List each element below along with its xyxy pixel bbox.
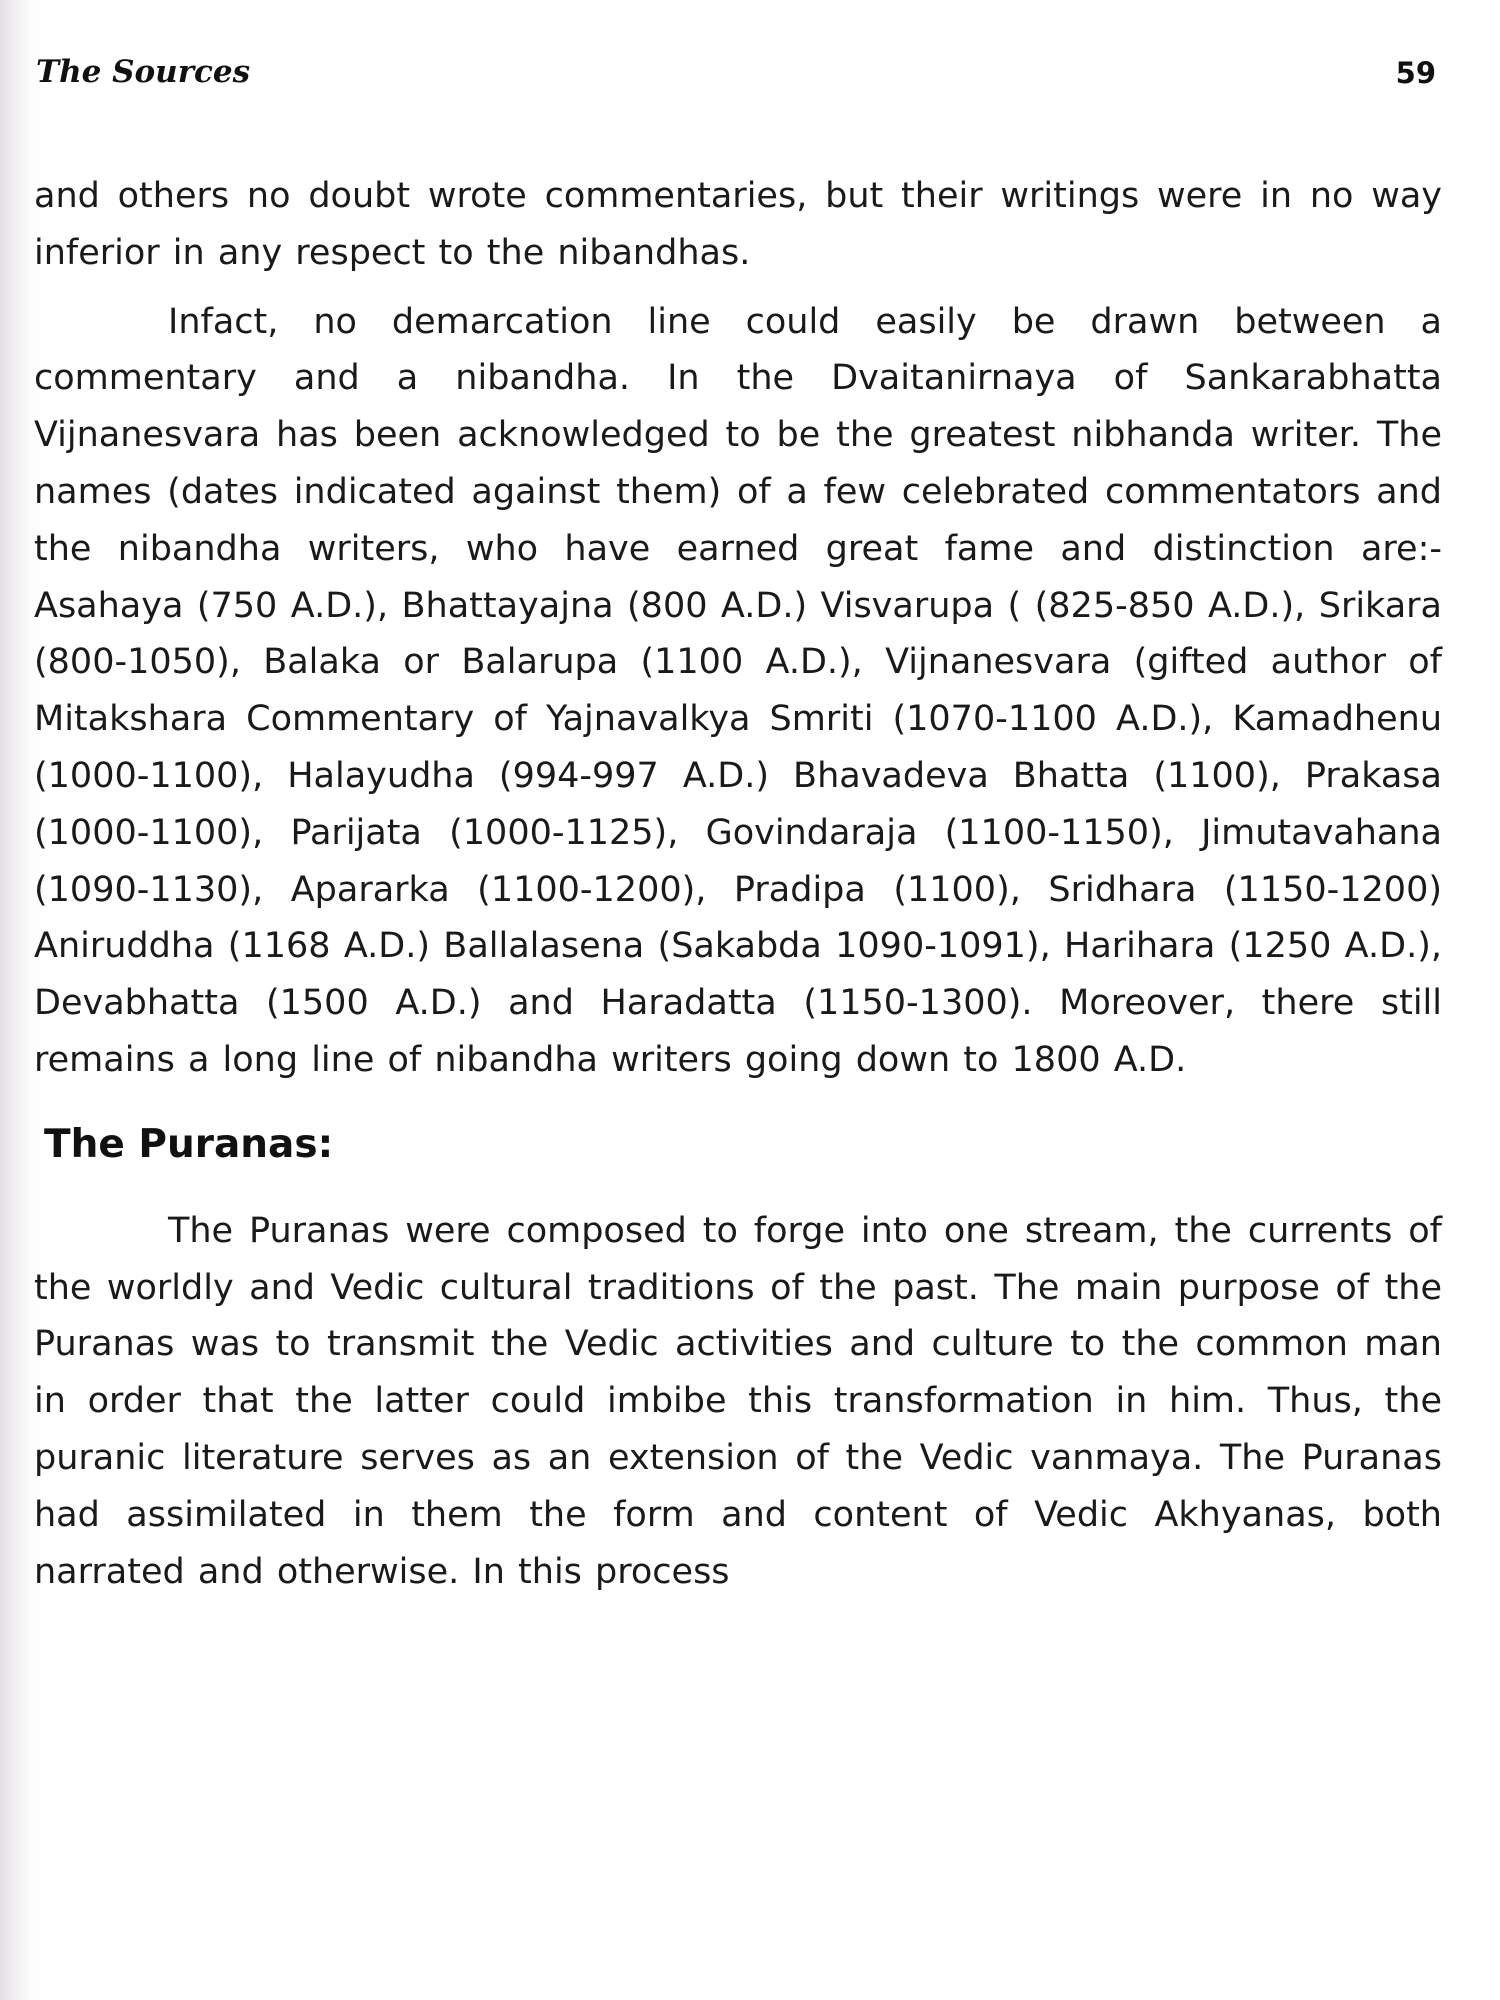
running-title: The Sources <box>36 54 251 90</box>
paragraph-puranas: The Puranas were composed to forge into one stream, the currents of the worldly and Vedic cultural traditions of the past. The main purpose of the Puranas was to transmit the Vedic activities and culture to the common man in order that the latter could imbibe this transformation in him. Thus, the puranic literature serves as an extension of the Vedic vanmaya. The Puranas had assimilated in them the form and content of Vedic Akhyanas, both narrated and otherwise. In this process <box>34 1210 1442 1592</box>
paragraph-continuation: and others no doubt wrote commentaries, but their writings were in no way inferior in any respect to the nibandhas. <box>34 176 1442 273</box>
page-header <box>36 54 1436 104</box>
body-text <box>34 168 1442 1600</box>
section-heading: The Puranas: <box>44 1121 334 1167</box>
page-number: 59 <box>1395 56 1436 90</box>
paragraph-commentators: Infact, no demarcation line could easily be drawn between a commentary and a nibandha. In the Dvaitanirnaya of Sankarabhatta Vijnanesvara has been acknowledged to be the greatest nibhanda writer. The names (dates indicated against them) of a few celebrated commentators and the nibandha writers, who have earned great fame and distinction are:- Asahaya (750 A.D.), Bhattayajna (800 A.D.) Visvarupa ( (825-850 A.D.), Srikara (800-1050), Balaka or Balarupa (1100 A.D.), Vijnanesvara (gifted author of Mitakshara Commentary of Yajnavalkya Smriti (1070-1100 A.D.), Kamadhenu (1000-1100), Halayudha (994-997 A.D.) Bhavadeva Bhatta (1100), Prakasa (1000-1100), Parijata (1000-1125), Govindaraja (1100-1150), Jimutavahana (1090-1130), Apararka (1100-1200), Pradipa (1100), Sridhara (1150-1200) Aniruddha (1168 A.D.) Ballalasena (Sakabda 1090-1091), Harihara (1250 A.D.), Devabhatta (1500 A.D.) and Haradatta (1150-1300). Moreover, there still remains a long line of nibandha writers going down to 1800 A.D. <box>34 301 1442 1080</box>
